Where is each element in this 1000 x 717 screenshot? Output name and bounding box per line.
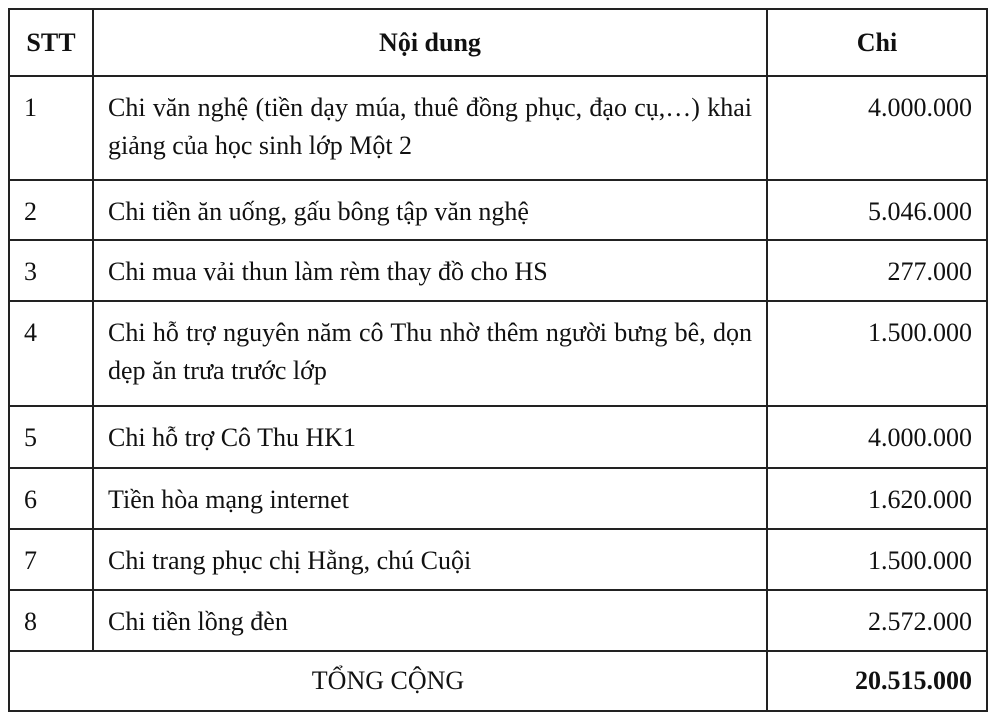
table-row (9, 529, 987, 590)
table-row (9, 590, 987, 651)
row-stt: 4 (9, 301, 93, 406)
row-amount: 277.000 (767, 240, 987, 301)
row-amount: 1.500.000 (767, 301, 987, 406)
row-amount: 1.500.000 (767, 529, 987, 590)
row-content: Chi mua vải thun làm rèm thay đồ cho HS (93, 240, 767, 301)
row-content: Chi hỗ trợ Cô Thu HK1 (93, 406, 767, 468)
table-row (9, 240, 987, 301)
table-row (9, 301, 987, 406)
header-content: Nội dung (93, 9, 767, 76)
total-row (9, 651, 987, 711)
table-row (9, 180, 987, 240)
row-content: Chi tiền ăn uống, gấu bông tập văn nghệ (93, 180, 767, 240)
row-stt: 3 (9, 240, 93, 301)
row-amount: 2.572.000 (767, 590, 987, 651)
row-stt: 1 (9, 76, 93, 180)
table-row (9, 406, 987, 468)
row-amount: 5.046.000 (767, 180, 987, 240)
total-label: TỔNG CỘNG (9, 651, 767, 711)
row-amount: 1.620.000 (767, 468, 987, 529)
row-amount: 4.000.000 (767, 406, 987, 468)
table-row (9, 76, 987, 180)
row-stt: 7 (9, 529, 93, 590)
row-stt: 2 (9, 180, 93, 240)
table-header-row (9, 9, 987, 76)
header-amount: Chi (767, 9, 987, 76)
table-row (9, 468, 987, 529)
row-content: Tiền hòa mạng internet (93, 468, 767, 529)
expense-table (8, 8, 988, 712)
row-content: Chi văn nghệ (tiền dạy múa, thuê đồng phục, đạo cụ,…) khai giảng của học sinh lớp Một 2 (93, 76, 767, 180)
row-content: Chi tiền lồng đèn (93, 590, 767, 651)
row-content: Chi hỗ trợ nguyên năm cô Thu nhờ thêm người bưng bê, dọn dẹp ăn trưa trước lớp (93, 301, 767, 406)
row-stt: 8 (9, 590, 93, 651)
row-stt: 5 (9, 406, 93, 468)
header-stt: STT (9, 9, 93, 76)
row-amount: 4.000.000 (767, 76, 987, 180)
row-content: Chi trang phục chị Hằng, chú Cuội (93, 529, 767, 590)
row-stt: 6 (9, 468, 93, 529)
total-amount: 20.515.000 (767, 651, 987, 711)
